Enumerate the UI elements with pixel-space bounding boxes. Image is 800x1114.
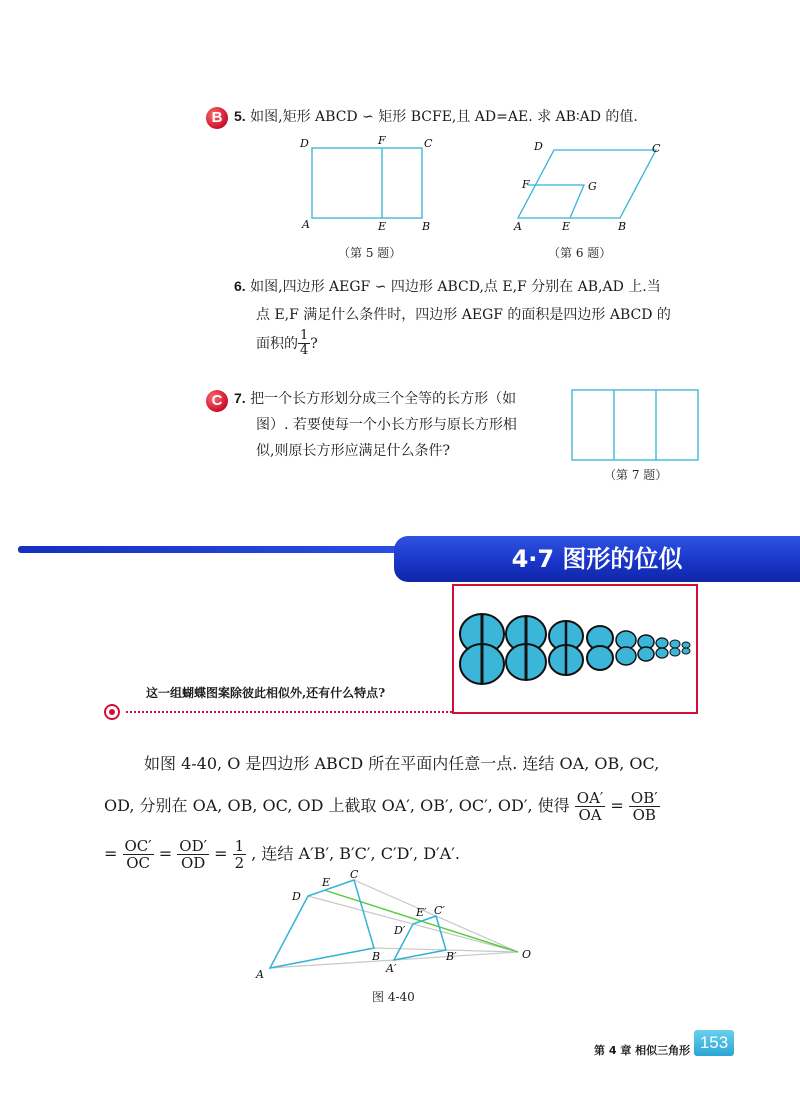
fraction-denominator: OB <box>632 806 656 824</box>
label-b: B <box>618 220 627 233</box>
label-d-prime: D′ <box>394 924 406 937</box>
fraction-numerator: 1 <box>300 328 309 343</box>
bullet-ring-icon <box>104 704 120 720</box>
equals-sign: = <box>214 844 228 863</box>
label-a: A <box>256 968 264 981</box>
fraction-one-quarter <box>298 329 310 359</box>
fraction-numerator: OA′ <box>576 788 604 807</box>
question-6-line-3-suffix: ? <box>310 335 318 352</box>
fraction-oc-prime-over-oc <box>123 838 154 872</box>
question-6-line-3 <box>234 329 704 359</box>
figure-6-caption: （第 6 题） <box>548 246 612 260</box>
label-a: A <box>302 218 310 231</box>
body-line-2-text: OD, 分别在 OA, OB, OC, OD 上截取 OA′, OB′, OC′, OD′, 使得 <box>104 796 570 815</box>
fraction-numerator: OD′ <box>179 836 208 855</box>
question-6-line-2: 点 E,F 满足什么条件时，四边形 AEGF 的面积是四边形 ABCD 的 <box>256 307 671 323</box>
label-f: F <box>378 134 386 147</box>
butterfly-row-image <box>454 586 696 712</box>
label-a-prime: A′ <box>386 962 397 975</box>
parallelogram-abcd <box>518 150 656 218</box>
equals-sign: = <box>610 796 624 815</box>
fraction-ob-prime-over-ob <box>629 790 660 824</box>
label-c: C <box>424 137 433 150</box>
butterfly-icon <box>670 640 680 656</box>
butterfly-icon <box>506 616 546 680</box>
label-b: B <box>372 950 381 963</box>
butterfly-icon <box>638 635 654 661</box>
fraction-one-half <box>233 838 247 872</box>
label-e-prime: E′ <box>416 906 427 919</box>
level-b-badge: B <box>206 107 228 129</box>
question-7-line-1: 把一个长方形划分成三个全等的长方形（如 <box>250 391 517 407</box>
figure-4-40-caption: 图 4-40 <box>372 990 415 1004</box>
question-7-number: 7. <box>234 390 246 406</box>
label-e: E <box>378 220 387 233</box>
label-d: D <box>292 890 301 903</box>
body-line-2 <box>104 786 784 826</box>
question-5 <box>234 104 694 129</box>
fraction-denominator: OA <box>578 806 602 824</box>
page-number: 153 <box>694 1030 734 1056</box>
figure-7-caption: （第 7 题） <box>604 468 668 482</box>
label-e: E <box>322 876 331 889</box>
dotted-rule <box>126 711 452 713</box>
label-c-prime: C′ <box>434 904 445 917</box>
fraction-numerator: OC′ <box>124 836 152 855</box>
label-c: C <box>652 142 661 155</box>
fraction-od-prime-over-od <box>177 838 209 872</box>
question-6-line-1: 如图,四边形 AEGF ∽ 四边形 ABCD,点 E,F 分别在 AB,AD 上.当 <box>250 279 661 295</box>
label-b: B <box>422 220 431 233</box>
label-b-prime: B′ <box>446 950 457 963</box>
parallelogram-aegf-edges <box>528 185 584 218</box>
outer-rectangle <box>572 390 698 460</box>
question-5-number: 5. <box>234 108 246 124</box>
quadrilateral-abcd <box>270 880 374 968</box>
fraction-denominator: 4 <box>300 343 309 359</box>
equals-sign: = <box>158 844 173 863</box>
equals-sign: = <box>104 844 118 863</box>
question-7-line-2: 图）. 若要使每一个小长方形与原长方形相 <box>256 417 517 433</box>
label-g: G <box>588 180 597 193</box>
question-6-number: 6. <box>234 278 246 294</box>
label-e: E <box>562 220 571 233</box>
butterfly-icon <box>656 638 668 658</box>
chapter-footer: 第 4 章 相似三角形 <box>594 1044 691 1057</box>
label-c: C <box>350 868 359 881</box>
fraction-numerator: OB′ <box>630 788 658 807</box>
question-7 <box>234 386 564 463</box>
question-6 <box>234 274 704 359</box>
section-rule <box>18 546 398 553</box>
butterfly-icon <box>460 614 504 684</box>
rectangle-abcd <box>312 148 422 218</box>
fraction-denominator: OC <box>126 854 150 872</box>
butterfly-icon <box>616 631 636 665</box>
figure-6-parallelograms <box>506 136 676 246</box>
question-6-line-3-prefix: 面积的 <box>256 335 298 352</box>
body-line-3-text: , 连结 A′B′, B′C′, C′D′, D′A′. <box>251 844 460 863</box>
butterfly-icon <box>587 626 613 670</box>
fraction-numerator: 1 <box>234 836 245 855</box>
label-o: O <box>522 948 532 961</box>
butterfly-image-frame <box>452 584 698 714</box>
figure-7-rectangle-thirds <box>570 388 702 464</box>
fraction-denominator: 2 <box>234 854 245 872</box>
label-d: D <box>534 140 543 153</box>
butterfly-icon <box>682 642 690 654</box>
butterfly-icon <box>549 620 583 676</box>
label-d: D <box>300 137 309 150</box>
figure-5-rectangles <box>296 132 446 252</box>
label-f: F <box>522 178 530 191</box>
bullet-dot <box>109 709 115 715</box>
fraction-oa-prime-over-oa <box>575 790 606 824</box>
butterfly-question: 这一组蝴蝶图案除彼此相似外,还有什么特点? <box>146 686 386 700</box>
fraction-denominator: OD <box>180 854 206 872</box>
label-a: A <box>514 220 522 233</box>
section-title: 4·7 图形的位似 <box>394 536 800 582</box>
body-line-1: 如图 4-40, O 是四边形 ABCD 所在平面内任意一点. 连结 OA, OB, OC, <box>144 754 660 773</box>
question-7-line-3: 似,则原长方形应满足什么条件? <box>256 443 450 459</box>
figure-4-40-homothety <box>250 868 550 988</box>
level-c-badge: C <box>206 390 228 412</box>
figure-5-caption: （第 5 题） <box>338 246 402 260</box>
quadrilateral-a2b2c2d2 <box>394 916 446 960</box>
question-5-text: 如图,矩形 ABCD ∽ 矩形 BCFE,且 AD=AE. 求 AB∶AD 的值. <box>250 109 638 125</box>
